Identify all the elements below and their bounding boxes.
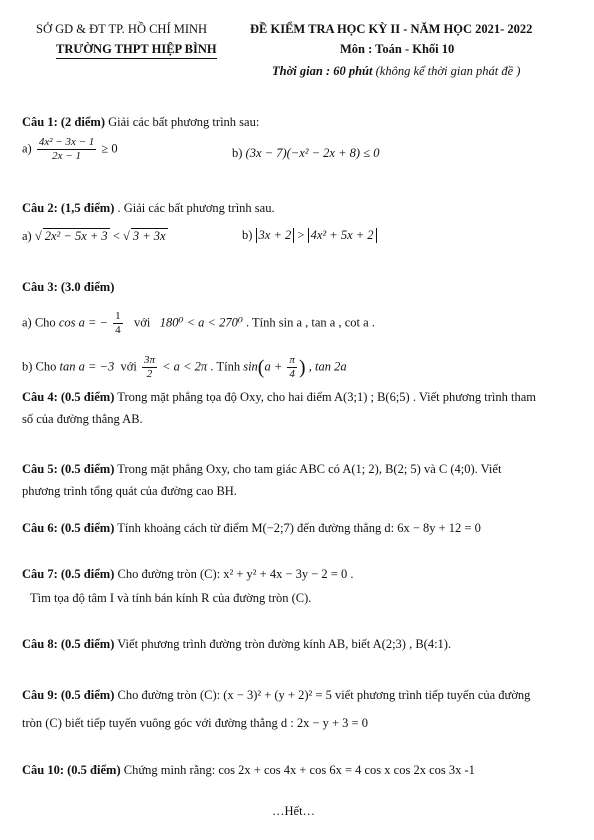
question-8-label: Câu 8: (0.5 điểm) <box>22 637 115 651</box>
angle-range: 180⁰ < a < 270⁰ <box>159 315 243 330</box>
question-6 <box>22 521 481 536</box>
question-2b <box>242 228 377 243</box>
question-8 <box>22 637 451 652</box>
question-5-text: Trong mặt phẳng Oxy, cho tam giác ABC có A(1; 2), B(2; 5) và C (4;0). Viết <box>117 462 502 476</box>
question-7-label: Câu 7: (0.5 điểm) <box>22 567 115 581</box>
question-5-label: Câu 5: (0.5 điểm) <box>22 462 115 476</box>
fraction <box>142 354 157 381</box>
question-3b <box>22 354 347 381</box>
question-1a <box>22 136 118 163</box>
question-2b-label: b) <box>242 228 253 242</box>
question-2a-label: a) <box>22 229 32 243</box>
question-1a-label: a) <box>22 141 32 156</box>
question-9-line2: tròn (C) biết tiếp tuyến vuông góc với đường thẳng d : 2x − y + 3 = 0 <box>22 716 368 730</box>
question-3b-task: . Tính <box>210 359 241 374</box>
question-7-text: Cho đường tròn (C): x² + y² + 4x − 3y − 2 = 0 . <box>117 567 354 581</box>
fraction-denominator: 2 <box>146 368 153 380</box>
sqrt-sign: √ <box>34 229 42 243</box>
left-paren: ( <box>257 356 265 379</box>
sin-arg: a + <box>264 359 283 374</box>
question-3-label: Câu 3: (3.0 điểm) <box>22 280 115 294</box>
angle-range: < a < 2π <box>162 359 208 374</box>
fraction-numerator: 4x² − 3x − 1 <box>38 136 95 148</box>
fraction <box>37 136 96 163</box>
question-6-label: Câu 6: (0.5 điểm) <box>22 521 115 535</box>
fraction <box>287 354 297 381</box>
question-2a <box>22 228 168 244</box>
question-4-label: Câu 4: (0.5 điểm) <box>22 390 115 404</box>
department-name: SỞ GD & ĐT TP. HỒ CHÍ MINH <box>36 22 208 36</box>
question-1-label: Câu 1: (2 điểm) <box>22 115 105 129</box>
question-5 <box>22 462 501 477</box>
question-4-line2: số của đường thẳng AB. <box>22 412 143 426</box>
time-value: Thời gian : 60 phút <box>272 64 373 78</box>
school-name: TRƯỜNG THPT HIỆP BÌNH <box>56 42 217 59</box>
question-3a-label: a) Cho <box>22 315 56 330</box>
inequality-op: > <box>297 228 305 242</box>
question-9-label: Câu 9: (0.5 điểm) <box>22 688 115 702</box>
question-3a <box>22 310 375 337</box>
question-4 <box>22 390 536 405</box>
question-8-text: Viết phương trình đường tròn đường kính AB, biết A(2;3) , B(4:1). <box>117 637 452 651</box>
question-1-text: Giải các bất phương trình sau: <box>108 115 260 129</box>
exam-title: ĐỀ KIỂM TRA HỌC KỲ II - NĂM HỌC 2021- 2022 <box>250 22 533 36</box>
sqrt-sign: √ <box>123 229 130 243</box>
question-5-line2: phương trình tổng quát của đường cao BH. <box>22 484 237 498</box>
question-10-label: Câu 10: (0.5 điểm) <box>22 763 121 777</box>
fraction-numerator: 1 <box>115 310 121 322</box>
question-9-text: Cho đường tròn (C): (x − 3)² + (y + 2)² = 5 viết phương trình tiếp tuyến của đường <box>117 688 531 702</box>
sin-func: sin <box>243 359 258 374</box>
question-2 <box>22 201 275 216</box>
question-3a-task: . Tính sin a , tan a , cot a . <box>245 315 375 330</box>
right-paren: ) <box>298 356 306 379</box>
question-10-text: Chứng minh rằng: cos 2x + cos 4x + cos 6x = 4 cos x cos 2x cos 3x -1 <box>123 763 475 777</box>
subject-line: Môn : Toán - Khối 10 <box>340 42 455 56</box>
question-9 <box>22 688 530 703</box>
question-3b-label: b) Cho <box>22 359 57 374</box>
inequality-op: < <box>112 229 120 243</box>
fraction-denominator: 2x − 1 <box>52 150 81 162</box>
question-4-text: Trong mặt phẳng tọa độ Oxy, cho hai điểm A(3;1) ; B(6;5) . Viết phương trình tham <box>117 390 536 404</box>
question-1b-label: b) <box>232 146 243 160</box>
inequality-rhs: ≥ 0 <box>101 141 118 156</box>
with-word: với <box>120 359 137 374</box>
question-6-text: Tính khoảng cách từ điểm M(−2;7) đến đường thẳng d: 6x − 8y + 12 = 0 <box>117 521 481 535</box>
with-word: với <box>133 315 151 330</box>
fraction-numerator: 3π <box>143 354 155 366</box>
abs-right: 4x² + 5x + 2 <box>308 228 377 243</box>
fraction-numerator: π <box>289 354 295 366</box>
fraction-denominator: 4 <box>289 368 295 380</box>
question-2-text: . Giải các bất phương trình sau. <box>117 201 275 215</box>
cos-expr: cos a = − <box>58 315 108 330</box>
question-2-label: Câu 2: (1,5 điểm) <box>22 201 115 215</box>
end-marker: …Hết… <box>272 804 316 818</box>
tan-expr: tan a = −3 <box>59 359 115 374</box>
question-10 <box>22 763 475 778</box>
question-7-line2: Tìm tọa độ tâm I và tính bán kính R của đường tròn (C). <box>30 591 312 605</box>
question-1 <box>22 115 259 130</box>
sqrt-left: 2x² − 5x + 3 <box>44 229 108 243</box>
time-note: (không kể thời gian phát đề ) <box>375 64 521 78</box>
question-7 <box>22 567 353 582</box>
question-1b <box>232 146 379 161</box>
fraction <box>113 310 123 337</box>
time-line <box>272 64 520 79</box>
sqrt-right: 3 + 3x <box>132 229 166 243</box>
abs-left: 3x + 2 <box>256 228 295 243</box>
fraction-denominator: 4 <box>115 324 121 336</box>
tan-2a: , tan 2a <box>308 359 347 374</box>
question-1b-expr: (3x − 7)(−x² − 2x + 8) ≤ 0 <box>245 146 380 160</box>
